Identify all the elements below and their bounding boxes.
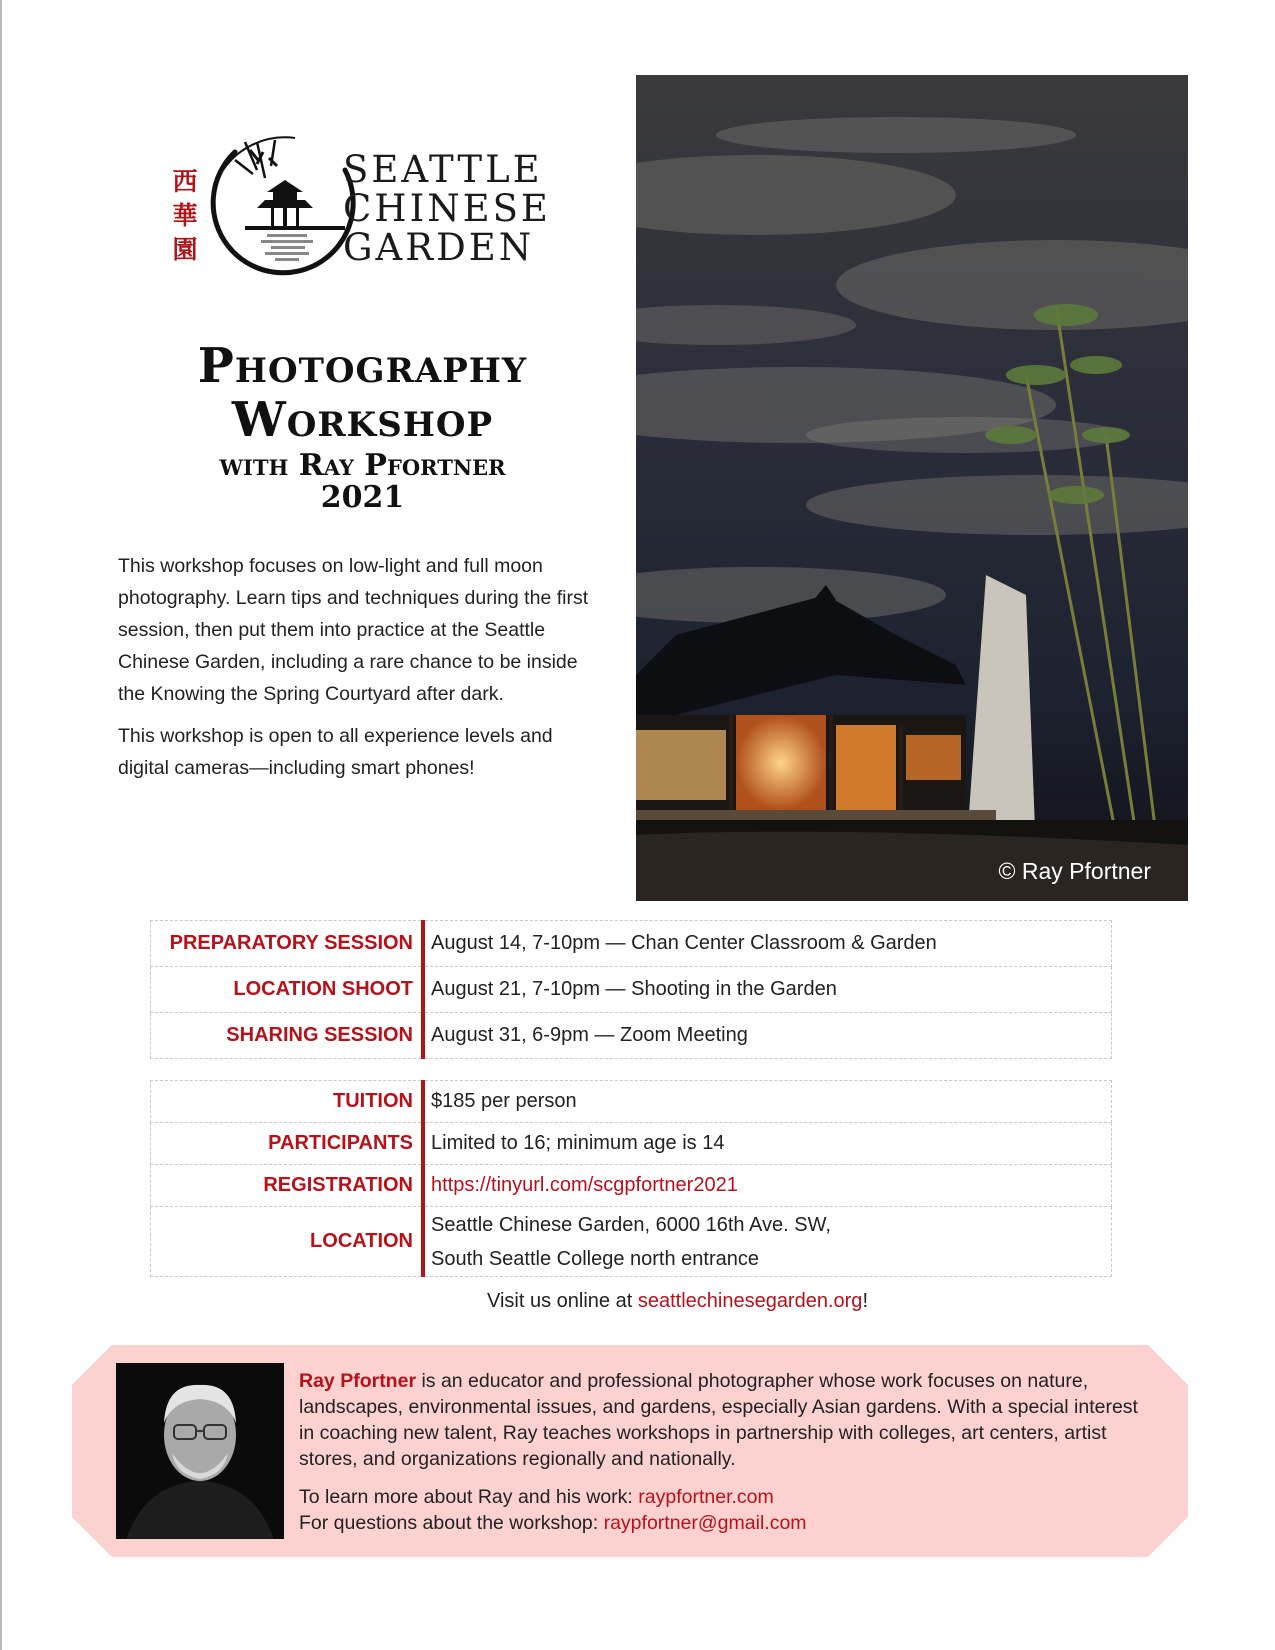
location-value xyxy=(423,1207,1112,1277)
logo-line: CHINESE xyxy=(343,187,551,230)
visit-tail: ! xyxy=(862,1290,868,1312)
night-pavilion-photo xyxy=(636,75,1188,901)
participants-value: Limited to 16; minimum age is 14 xyxy=(423,1123,1112,1165)
intro-paragraph: This workshop is open to all experience levels and digital cameras—including smart phones! xyxy=(118,725,553,779)
pavilion-night-image xyxy=(636,75,1188,901)
participants-label: PARTICIPANTS xyxy=(151,1123,424,1165)
logo-line: GARDEN xyxy=(343,226,535,269)
page-edge xyxy=(0,0,2,1650)
table-row xyxy=(151,1207,1112,1277)
visit-lead: Visit us online at xyxy=(486,1290,638,1312)
bio-text xyxy=(299,1368,1144,1548)
seattle-chinese-garden-logo xyxy=(165,130,551,300)
schedule-label: PREPARATORY SESSION xyxy=(151,921,424,967)
email-link[interactable]: raypfortner@gmail.com xyxy=(603,1512,807,1534)
title-line-1: Photography xyxy=(197,338,528,394)
schedule-value: August 21, 7-10pm — Shooting in the Garden xyxy=(423,967,1112,1013)
intro-paragraph: This workshop focuses on low-light and full moon photography. Learn tips and techniques during the first session, then put them into practice at the Seattle Chinese Garden, including a rare chance to be inside the Knowing the Spring Courtyard after dark. xyxy=(118,555,589,705)
bio-contact xyxy=(299,1484,1144,1536)
schedule-label: LOCATION SHOOT xyxy=(151,967,424,1013)
registration-link[interactable]: https://tinyurl.com/scgpfortner2021 xyxy=(431,1174,738,1196)
instructor-portrait xyxy=(116,1363,284,1539)
bio-name: Ray Pfortner xyxy=(299,1370,417,1392)
bio-paragraph xyxy=(299,1368,1144,1472)
logo-char: 園 xyxy=(172,235,198,264)
location-line: South Seattle College north entrance xyxy=(431,1247,759,1270)
pavilion-emblem-icon xyxy=(205,130,365,295)
tuition-label: TUITION xyxy=(151,1081,424,1123)
registration-cell xyxy=(423,1165,1112,1207)
raypfortner-website-link[interactable]: raypfortner.com xyxy=(638,1486,774,1508)
schedule-label: SHARING SESSION xyxy=(151,1013,424,1059)
photo-credit: © Ray Pfortner xyxy=(998,858,1151,884)
bio-description: is an educator and professional photographer whose work focuses on nature, landscapes, environmental issues, and gardens, especially Asian gardens. With a special interest in coaching new talent, Ray teaches workshops in partnership with colleges, art centers, artist stores, and organizations regionally and nationally. xyxy=(299,1370,1138,1470)
website-link[interactable]: seattlechinesegarden.org xyxy=(637,1290,863,1312)
logo-line: SEATTLE xyxy=(343,148,543,191)
table-row xyxy=(151,967,1112,1013)
logo-chinese-characters xyxy=(165,165,205,267)
location-line: Seattle Chinese Garden, 6000 16th Ave. SW, xyxy=(431,1213,831,1236)
schedule-value: August 14, 7-10pm — Chan Center Classroom & Garden xyxy=(423,921,1112,967)
details-table xyxy=(150,1080,1112,1277)
logo-char: 西 xyxy=(172,167,198,196)
tuition-value: $185 per person xyxy=(423,1081,1112,1123)
table-row xyxy=(151,1165,1112,1207)
logo-char: 華 xyxy=(172,201,198,230)
table-row xyxy=(151,1013,1112,1059)
table-row xyxy=(151,1123,1112,1165)
title-line-2: Workshop xyxy=(231,392,494,448)
portrait-image xyxy=(116,1363,284,1539)
table-row xyxy=(151,921,1112,967)
logo-wordmark xyxy=(343,150,551,267)
title-year: 2021 xyxy=(320,480,405,515)
questions-lead: For questions about the workshop: xyxy=(299,1512,604,1534)
title-subtitle: with Ray Pfortner xyxy=(219,448,506,483)
schedule-table xyxy=(150,920,1112,1059)
intro-text xyxy=(118,550,596,794)
location-label: LOCATION xyxy=(151,1207,424,1277)
registration-label: REGISTRATION xyxy=(151,1165,424,1207)
visit-line xyxy=(0,1290,1275,1313)
schedule-value: August 31, 6-9pm — Zoom Meeting xyxy=(423,1013,1112,1059)
table-row xyxy=(151,1081,1112,1123)
more-lead: To learn more about Ray and his work: xyxy=(299,1486,639,1508)
